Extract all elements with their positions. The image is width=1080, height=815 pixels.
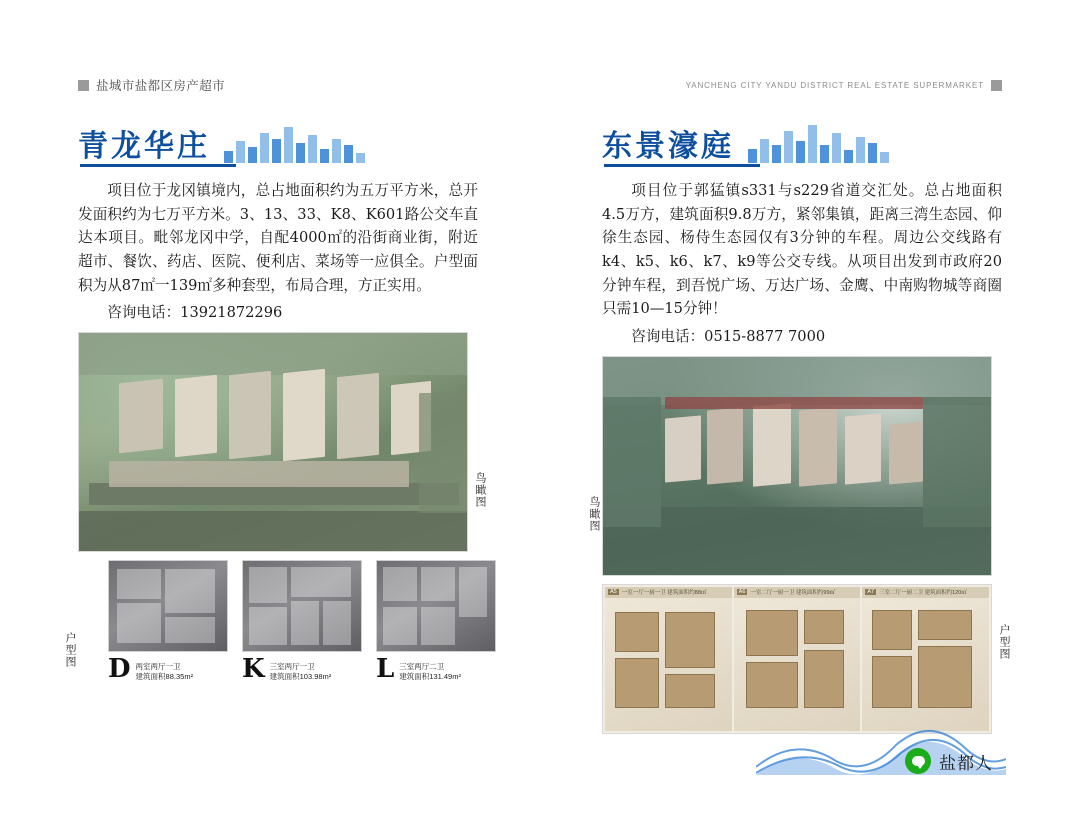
header-left [78,76,225,94]
left-project-title: 青龙华庄 [78,129,210,164]
floorplan-letter: D [108,654,131,685]
skyline-graphic-icon [224,123,365,163]
floorplan-detail [399,662,461,682]
floorplan-panel-caption: 三室二厅一厨二卫 建筑面积约120㎡ [879,590,967,597]
left-floorplan-list [108,560,478,685]
right-project-column [588,115,1011,734]
left-plans-wrap [64,560,478,685]
floorplan-item [376,560,496,685]
right-plans-wrap [602,584,1011,734]
floorplan-panel-caption: 一室二厅一厨一卫 建筑面积约99㎡ [750,590,836,597]
floorplan-caption [108,654,228,685]
left-project-description: 项目位于龙冈镇境内，总占地面积约为五万平方米，总开发面积约为七万平方米。3、13、33、K8、K601路公交车直达本项目。毗邻龙冈中学，自配4000㎡的沿街商业街，附近超市、餐饮、药店、医院、便利店、菜场等一应俱全。户型面积为从87㎡一139㎡多种套型，布局合理，方正实用。 [78,182,478,294]
floorplan-panel [734,587,861,731]
header-left-text: 盐城市盐都区房产超市 [96,79,226,93]
floorplan-panel-tag: A5 [610,589,617,596]
right-project-description: 项目位于郭猛镇s331与s229省道交汇处。总占地面积4.5万方，建筑面积9.8万方，紧邻集镇，距离三湾生态园、仰徐生态园、杨侍生态园仅有3分钟的车程。周边公交线路有k4、k5、k6、k7、k9等公交专线。从项目出发到市政府20分钟车程，到吾悦广场、万达广场、金鹰、中南购物城等商圈只需10—15分钟！ [602,182,1002,318]
title-underline [604,164,760,167]
floorplan-panel-caption: 一室一厅一厨一卫 建筑面积约88㎡ [621,590,707,597]
floorplan-line1: 两室两厅一卫 [135,661,181,671]
right-project-title: 东景濠庭 [602,129,734,164]
wechat-icon [905,748,931,774]
left-aerial-label: 鸟瞰图 [474,472,487,509]
right-plans-label: 户型图 [998,623,1011,660]
floorplan-caption [242,654,362,685]
skyline-graphic-icon [748,123,889,163]
floorplan-letter: L [376,654,395,685]
floorplan-panel-header [605,587,732,598]
floorplan-panel-body [862,598,989,731]
left-project-column [64,115,487,685]
left-aerial-photo [78,332,468,552]
floorplan-item [242,560,362,685]
floorplan-line1: 三室两厅二卫 [399,661,445,671]
title-underline [80,164,236,167]
floorplan-line1: 三室两厅一卫 [269,661,315,671]
left-aerial-photo-wrap [78,332,487,552]
header-right-text: YANCHENG CITY YANDU DISTRICT REAL ESTATE SUPERMARKET [685,80,984,90]
floorplan-image [242,560,362,652]
right-aerial-photo [602,356,992,576]
right-aerial-label: 鸟瞰图 [588,495,601,532]
floorplan-line2: 建筑面积103.98m² [269,672,332,682]
right-aerial-photo-wrap [588,356,1002,576]
floorplan-panel-header [862,587,989,598]
left-plans-label: 户型图 [64,632,77,669]
floorplan-item [108,560,228,685]
floorplan-panel-header [734,587,861,598]
right-project-phone: 咨询电话：0515-8877 7000 [631,327,826,345]
floorplan-panel-tag: A7 [867,589,875,596]
square-marker-icon [78,80,89,91]
floorplan-panel-tag: A6 [738,589,746,596]
header-right [686,80,1002,91]
left-project-phone: 咨询电话：13921872296 [107,304,283,322]
floorplan-panel-body [605,598,732,731]
left-title-row [78,115,478,167]
floorplan-panel [862,587,989,731]
floorplan-panel [605,587,732,731]
right-title-row [602,115,1002,167]
wechat-account-name: 盐都人 [939,753,993,774]
floorplan-detail [136,662,194,682]
square-marker-icon [991,80,1002,91]
floorplan-line2: 建筑面积88.35m² [135,672,194,682]
wechat-account-row[interactable] [905,748,993,774]
page-header [78,76,1002,94]
floorplan-letter: K [242,654,265,685]
floorplan-caption [376,654,496,685]
floorplan-detail [270,662,332,682]
floorplan-line2: 建筑面积131.49m² [399,672,461,682]
floorplan-image [108,560,228,652]
floorplan-panel-body [734,598,861,731]
floorplan-image [376,560,496,652]
right-floorplan-board [602,584,992,734]
